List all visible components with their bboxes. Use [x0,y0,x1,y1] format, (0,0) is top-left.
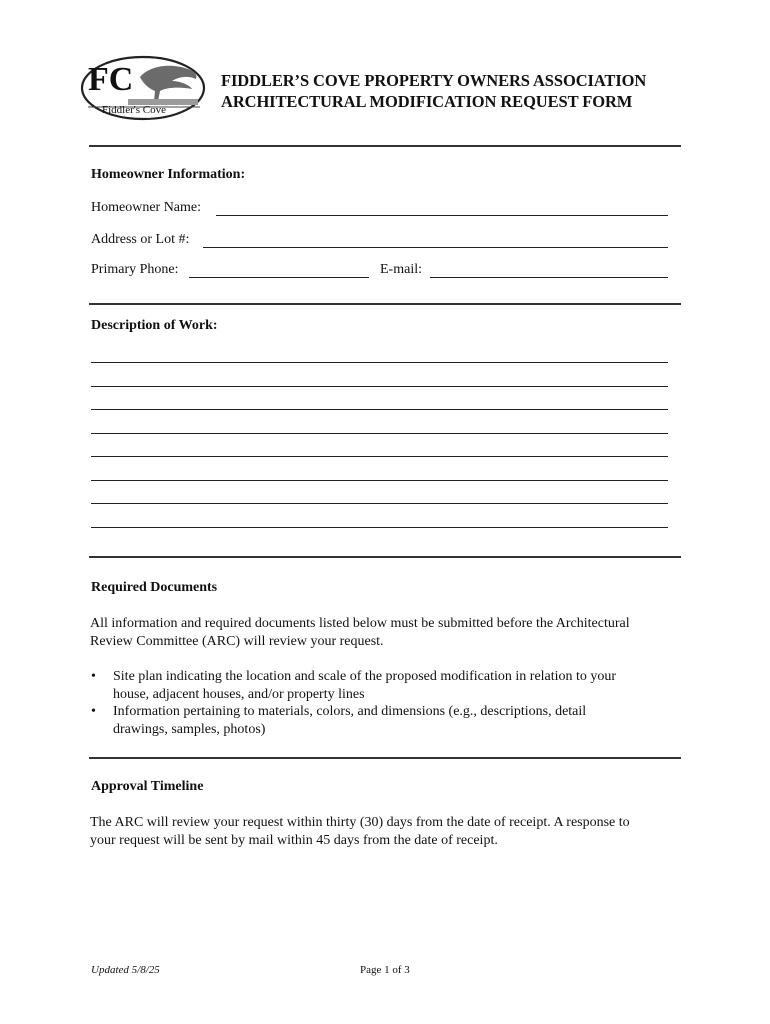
list-item [90,703,616,738]
timeline-heading: Approval Timeline [91,779,204,794]
email-label: E-mail: [380,262,422,277]
list-item-line: house, adjacent houses, and/or property lines [113,686,365,702]
page-number: Page 1 of 3 [360,964,410,976]
homeowner-name-label: Homeowner Name: [91,200,202,215]
documents-intro [90,615,690,651]
list-item-line: Information pertaining to materials, colors, and dimensions (e.g., descriptions, detail [113,704,587,719]
homeowner-name-field[interactable] [216,215,668,216]
divider [89,556,681,558]
phone-field[interactable] [189,277,369,278]
logo [80,55,206,121]
address-field[interactable] [203,247,668,248]
documents-intro-line-1: All information and required documents listed below must be submitted before the Architectural [90,616,630,631]
logo-letters: FC [88,61,134,98]
work-line[interactable] [91,433,668,434]
logo-subtext: Fiddler's Cove [102,104,167,116]
email-field[interactable] [430,277,668,278]
bullet-icon: • [91,669,96,684]
work-line[interactable] [91,362,668,363]
homeowner-heading: Homeowner Information: [91,167,246,182]
divider [89,145,681,147]
phone-label: Primary Phone: [91,262,179,277]
updated-date: Updated 5/8/25 [91,964,160,976]
work-line[interactable] [91,409,668,410]
work-line[interactable] [91,527,668,528]
form-title [221,70,646,112]
title-line-2: ARCHITECTURAL MODIFICATION REQUEST FORM [221,92,633,111]
work-line[interactable] [91,456,668,457]
timeline-line-1: The ARC will review your request within thirty (30) days from the date of receipt. A response to [90,815,630,830]
documents-list [90,668,616,738]
bullet-icon: • [91,704,96,719]
timeline-text [90,814,690,850]
work-line[interactable] [91,480,668,481]
divider [89,303,681,305]
timeline-line-2: your request will be sent by mail within 45 days from the date of receipt. [90,833,498,848]
work-line[interactable] [91,503,668,504]
title-line-1: FIDDLER’S COVE PROPERTY OWNERS ASSOCIATION [221,71,647,90]
divider [89,757,681,759]
work-line[interactable] [91,386,668,387]
documents-heading: Required Documents [91,580,218,595]
list-item-line: drawings, samples, photos) [113,721,266,737]
list-item-line: Site plan indicating the location and scale of the proposed modification in relation to your [113,669,617,684]
work-heading: Description of Work: [91,318,218,333]
address-label: Address or Lot #: [91,232,190,247]
list-item [90,668,616,703]
documents-intro-line-2: Review Committee (ARC) will review your request. [90,634,384,649]
